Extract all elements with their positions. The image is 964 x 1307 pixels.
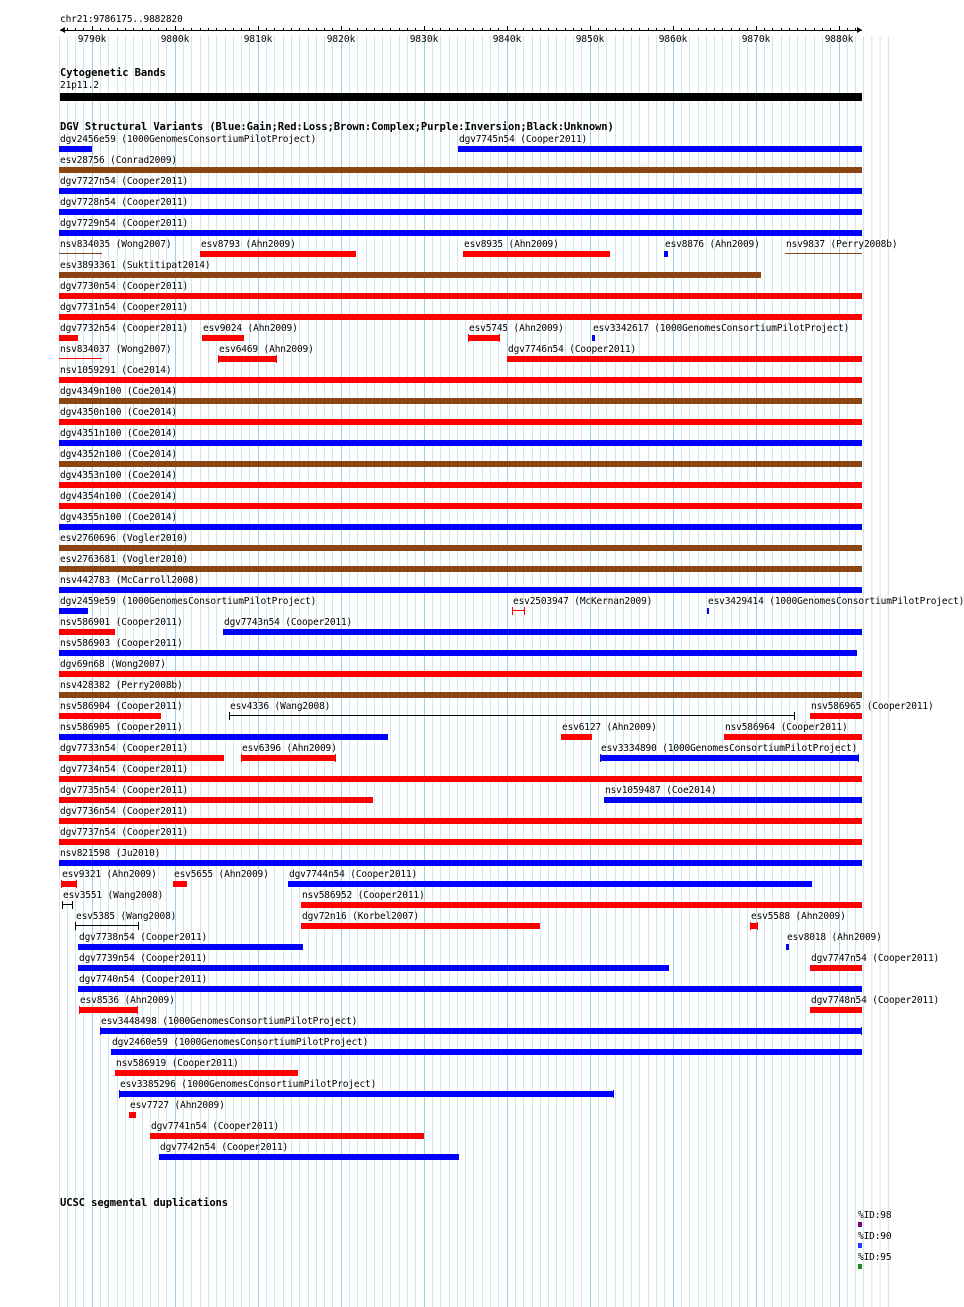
ruler-minor-tick	[822, 28, 823, 30]
variant-label: esv8018 (Ahn2009)	[787, 932, 882, 943]
ruler-minor-tick	[415, 28, 416, 30]
variant-label: dgv2456e59 (1000GenomesConsortiumPilotProject)	[60, 134, 317, 145]
ruler-major-tick	[839, 26, 840, 31]
ruler-minor-tick	[225, 28, 226, 30]
variant-label: dgv7728n54 (Cooper2011)	[60, 197, 189, 208]
variant-bar[interactable]	[664, 251, 668, 257]
ruler-minor-tick	[399, 28, 400, 30]
variant-end-cap	[79, 1006, 80, 1014]
variant-bar[interactable]	[218, 356, 277, 362]
variant-bar[interactable]	[458, 146, 862, 152]
ruler-minor-tick	[565, 28, 566, 30]
segdup-track-title[interactable]: UCSC segmental duplications	[60, 1197, 228, 1209]
ruler-arrow-left	[60, 27, 65, 33]
variant-bar[interactable]	[600, 755, 859, 761]
variant-label: dgv7733n54 (Cooper2011)	[60, 743, 189, 754]
ruler-tick-label: 9800k	[160, 34, 190, 45]
ruler-major-tick	[590, 26, 591, 31]
variant-label: dgv7731n54 (Cooper2011)	[60, 302, 189, 313]
variant-label: esv8536 (Ahn2009)	[80, 995, 175, 1006]
ruler-major-tick	[175, 26, 176, 31]
variant-bar[interactable]	[301, 923, 540, 929]
ruler-major-tick	[258, 26, 259, 31]
ruler-minor-tick	[532, 28, 533, 30]
ruler-minor-tick	[208, 28, 209, 30]
ruler-minor-tick	[216, 28, 217, 30]
variant-bar[interactable]	[810, 713, 862, 719]
ruler-minor-tick	[631, 28, 632, 30]
cytoband-track-title[interactable]: Cytogenetic Bands	[60, 67, 166, 79]
ruler-minor-tick	[764, 28, 765, 30]
variant-bar[interactable]	[115, 1070, 298, 1076]
variant-bar[interactable]	[59, 755, 224, 761]
variant-label: dgv7737n54 (Cooper2011)	[60, 827, 189, 838]
ruler-tick-label: 9820k	[326, 34, 356, 45]
variant-bar[interactable]	[59, 629, 115, 635]
variant-bar[interactable]	[59, 440, 862, 446]
ruler-minor-tick	[706, 28, 707, 30]
variant-label: esv5745 (Ahn2009)	[469, 323, 564, 334]
variant-label: dgv2460e59 (1000GenomesConsortiumPilotProject)	[112, 1037, 369, 1048]
variant-bar[interactable]	[119, 1091, 614, 1097]
variant-end-cap	[276, 355, 277, 363]
variant-bar[interactable]	[59, 419, 862, 425]
ruler-minor-tick	[382, 28, 383, 30]
variant-label: nsv1059291 (Coe2014)	[60, 365, 172, 376]
ruler-minor-tick	[133, 28, 134, 30]
variant-bar[interactable]	[59, 253, 102, 254]
ruler-minor-tick	[299, 28, 300, 30]
variant-label: dgv7736n54 (Cooper2011)	[60, 806, 189, 817]
variant-label: nsv586904 (Cooper2011)	[60, 701, 183, 712]
variant-bar[interactable]	[78, 944, 303, 950]
variant-bar[interactable]	[159, 1154, 459, 1160]
ruler-minor-tick	[498, 28, 499, 30]
ruler-minor-tick	[797, 28, 798, 30]
variant-label: dgv7727n54 (Cooper2011)	[60, 176, 189, 187]
variant-bar[interactable]	[61, 881, 77, 887]
variant-end-cap	[524, 607, 525, 615]
variant-label: esv9321 (Ahn2009)	[62, 869, 157, 880]
variant-end-cap	[794, 712, 795, 720]
variant-label: dgv7745n54 (Cooper2011)	[459, 134, 588, 145]
variant-end-cap	[229, 712, 230, 720]
variant-label: esv4336 (Wang2008)	[230, 701, 331, 712]
ruler-minor-tick	[739, 28, 740, 30]
ruler-minor-tick	[291, 28, 292, 30]
variant-end-cap	[750, 922, 751, 930]
variant-bar[interactable]	[59, 314, 862, 320]
variant-label: esv6396 (Ahn2009)	[242, 743, 337, 754]
variant-bar[interactable]	[59, 650, 857, 656]
variant-label: dgv7747n54 (Cooper2011)	[811, 953, 940, 964]
variant-label: esv5588 (Ahn2009)	[751, 911, 846, 922]
variant-bar[interactable]	[59, 566, 862, 572]
variant-bar[interactable]	[129, 1112, 136, 1118]
ruler-tick-label: 9790k	[77, 34, 107, 45]
variant-bar[interactable]	[707, 608, 709, 614]
variant-end-cap	[218, 355, 219, 363]
ruler-minor-tick	[772, 28, 773, 30]
ruler-minor-tick	[125, 28, 126, 30]
variant-label: nsv1059487 (Coe2014)	[605, 785, 717, 796]
variant-end-cap	[62, 901, 63, 909]
variant-bar[interactable]	[468, 335, 500, 341]
ruler-tick-label: 9830k	[409, 34, 439, 45]
ruler-minor-tick	[266, 28, 267, 30]
variant-label: dgv7743n54 (Cooper2011)	[224, 617, 353, 628]
variant-bar[interactable]	[59, 482, 862, 488]
variant-label: dgv7732n54 (Cooper2011)	[60, 323, 189, 334]
variant-bar[interactable]	[59, 776, 862, 782]
variant-end-cap	[75, 922, 76, 930]
ruler-minor-tick	[664, 28, 665, 30]
variant-bar[interactable]	[59, 587, 862, 593]
variant-bar[interactable]	[59, 524, 862, 530]
variant-label: nsv9837 (Perry2008b)	[786, 239, 898, 250]
ruler-minor-tick	[158, 28, 159, 30]
variant-label: esv8935 (Ahn2009)	[464, 239, 559, 250]
variant-bar[interactable]	[463, 251, 610, 257]
variant-end-cap	[138, 922, 139, 930]
variant-bar[interactable]	[78, 965, 669, 971]
variant-label: dgv7744n54 (Cooper2011)	[289, 869, 418, 880]
ruler-tick-label: 9850k	[575, 34, 605, 45]
ruler-minor-tick	[722, 28, 723, 30]
variant-label: esv3342617 (1000GenomesConsortiumPilotProject)	[593, 323, 850, 334]
ruler-minor-tick	[648, 28, 649, 30]
ruler-minor-tick	[573, 28, 574, 30]
variant-end-cap	[861, 1027, 862, 1035]
ruler-arrow-right	[857, 27, 862, 33]
ruler-minor-tick	[623, 28, 624, 30]
variant-end-cap	[600, 754, 601, 762]
ruler-minor-tick	[473, 28, 474, 30]
variant-label: dgv4354n100 (Coe2014)	[60, 491, 177, 502]
variant-label: dgv4352n100 (Coe2014)	[60, 449, 177, 460]
variant-end-cap	[72, 901, 73, 909]
variant-label: nsv586905 (Cooper2011)	[60, 722, 183, 733]
variant-bar[interactable]	[59, 209, 862, 215]
ruler-minor-tick	[681, 28, 682, 30]
segdup-legend-swatch	[858, 1243, 862, 1248]
variant-end-cap	[100, 1027, 101, 1035]
ruler-minor-tick	[490, 28, 491, 30]
variant-bar[interactable]	[223, 629, 862, 635]
variant-label: nsv442783 (McCarroll2008)	[60, 575, 200, 586]
variant-label: dgv4355n100 (Coe2014)	[60, 512, 177, 523]
variant-end-cap	[499, 334, 500, 342]
ruler-minor-tick	[332, 28, 333, 30]
ruler-minor-tick	[150, 28, 151, 30]
variant-bar[interactable]	[810, 965, 862, 971]
variant-label: dgv72n16 (Korbel2007)	[302, 911, 419, 922]
ruler-minor-tick	[374, 28, 375, 30]
ruler-minor-tick	[781, 28, 782, 30]
variant-label: esv28756 (Conrad2009)	[60, 155, 177, 166]
ruler-minor-tick	[548, 28, 549, 30]
variant-label: nsv834035 (Wong2007)	[60, 239, 172, 250]
ruler-tick-label: 9880k	[824, 34, 854, 45]
ruler-major-tick	[756, 26, 757, 31]
variant-bar[interactable]	[59, 734, 388, 740]
ruler-minor-tick	[100, 28, 101, 30]
ruler-minor-tick	[457, 28, 458, 30]
variant-label: nsv834037 (Wong2007)	[60, 344, 172, 355]
variant-bar[interactable]	[150, 1133, 424, 1139]
ruler-minor-tick	[814, 28, 815, 30]
ruler-minor-tick	[805, 28, 806, 30]
ruler-minor-tick	[117, 28, 118, 30]
variant-bar[interactable]	[78, 986, 862, 992]
variant-bar[interactable]	[59, 335, 78, 341]
variant-bar[interactable]	[59, 608, 88, 614]
ruler-minor-tick	[789, 28, 790, 30]
variant-end-cap	[76, 880, 77, 888]
variant-bar[interactable]	[507, 356, 862, 362]
ruler-minor-tick	[316, 28, 317, 30]
variant-label: esv5385 (Wang2008)	[76, 911, 177, 922]
variant-label: esv6469 (Ahn2009)	[219, 344, 314, 355]
position-label: chr21:9786175..9882820	[60, 14, 183, 25]
ruler-minor-tick	[183, 28, 184, 30]
variant-label: dgv4350n100 (Coe2014)	[60, 407, 177, 418]
ruler-minor-tick	[390, 28, 391, 30]
ruler-minor-tick	[515, 28, 516, 30]
variant-end-cap	[468, 334, 469, 342]
ruler-minor-tick	[357, 28, 358, 30]
variant-bar[interactable]	[59, 671, 862, 677]
ruler-tick-label: 9860k	[658, 34, 688, 45]
variant-bar[interactable]	[561, 734, 592, 740]
ruler-minor-tick	[639, 28, 640, 30]
ruler-minor-tick	[191, 28, 192, 30]
variant-bar[interactable]	[301, 902, 862, 908]
variant-label: esv8793 (Ahn2009)	[201, 239, 296, 250]
variant-label: esv2760696 (Vogler2010)	[60, 533, 189, 544]
variant-bar[interactable]	[59, 167, 862, 173]
cytoband-label: 21p11.2	[60, 80, 99, 91]
variant-label: esv8876 (Ahn2009)	[665, 239, 760, 250]
variant-label: esv6127 (Ahn2009)	[562, 722, 657, 733]
ruler-minor-tick	[67, 28, 68, 30]
variant-bar[interactable]	[59, 818, 862, 824]
variant-bar[interactable]	[786, 944, 789, 950]
variant-label: nsv586965 (Cooper2011)	[811, 701, 934, 712]
variant-bar[interactable]	[229, 715, 795, 716]
variant-bar[interactable]	[75, 925, 139, 926]
ruler-minor-tick	[855, 28, 856, 30]
variant-bar[interactable]	[59, 230, 862, 236]
ruler-major-tick	[507, 26, 508, 31]
variant-end-cap	[119, 1090, 120, 1098]
ruler-minor-tick	[83, 28, 84, 30]
variant-label: dgv7735n54 (Cooper2011)	[60, 785, 189, 796]
variant-label: dgv4353n100 (Coe2014)	[60, 470, 177, 481]
variant-bar[interactable]	[59, 293, 862, 299]
ruler-minor-tick	[440, 28, 441, 30]
ruler-major-tick	[341, 26, 342, 31]
ruler-minor-tick	[656, 28, 657, 30]
variant-end-cap	[61, 880, 62, 888]
variant-bar[interactable]	[241, 755, 336, 761]
variant-label: dgv7729n54 (Cooper2011)	[60, 218, 189, 229]
variant-label: esv3893361 (Suktitipat2014)	[60, 260, 211, 271]
ruler-minor-tick	[274, 28, 275, 30]
ruler-minor-tick	[324, 28, 325, 30]
segdup-legend-label: %ID:95	[858, 1252, 892, 1263]
variant-bar[interactable]	[59, 272, 761, 278]
ruler-minor-tick	[407, 28, 408, 30]
ruler-minor-tick	[366, 28, 367, 30]
variant-bar[interactable]	[59, 692, 862, 698]
ruler-tick-label: 9840k	[492, 34, 522, 45]
variant-bar[interactable]	[59, 146, 92, 152]
variant-bar[interactable]	[604, 797, 862, 803]
variant-bar[interactable]	[59, 461, 862, 467]
variant-label: esv3448498 (1000GenomesConsortiumPilotProject)	[101, 1016, 358, 1027]
variant-label: esv5655 (Ahn2009)	[174, 869, 269, 880]
variant-bar[interactable]	[592, 335, 595, 341]
variant-label: esv3385296 (1000GenomesConsortiumPilotProject)	[120, 1079, 377, 1090]
ruler-tick-label: 9810k	[243, 34, 273, 45]
ruler-minor-tick	[747, 28, 748, 30]
variant-label: dgv2459e59 (1000GenomesConsortiumPilotProject)	[60, 596, 317, 607]
ruler-minor-tick	[523, 28, 524, 30]
ruler-minor-tick	[233, 28, 234, 30]
variant-label: esv3334890 (1000GenomesConsortiumPilotProject)	[601, 743, 858, 754]
ruler-minor-tick	[449, 28, 450, 30]
variant-end-cap	[512, 607, 513, 615]
variant-label: nsv586919 (Cooper2011)	[116, 1058, 239, 1069]
variant-label: dgv7730n54 (Cooper2011)	[60, 281, 189, 292]
variant-bar[interactable]	[59, 503, 862, 509]
variant-end-cap	[858, 754, 859, 762]
variant-label: nsv428382 (Perry2008b)	[60, 680, 183, 691]
ruler-minor-tick	[556, 28, 557, 30]
variant-bar[interactable]	[59, 545, 862, 551]
segdup-legend-label: %ID:90	[858, 1231, 892, 1242]
variant-bar[interactable]	[202, 335, 244, 341]
variant-bar[interactable]	[100, 1028, 862, 1034]
ruler-minor-tick	[830, 28, 831, 30]
ruler-minor-tick	[108, 28, 109, 30]
variant-label: nsv586901 (Cooper2011)	[60, 617, 183, 628]
variant-label: dgv7742n54 (Cooper2011)	[160, 1142, 289, 1153]
ruler-minor-tick	[482, 28, 483, 30]
ruler-axis	[60, 30, 862, 31]
variant-label: dgv7739n54 (Cooper2011)	[79, 953, 208, 964]
ruler-minor-tick	[606, 28, 607, 30]
variant-label: dgv7748n54 (Cooper2011)	[811, 995, 940, 1006]
variant-label: esv9024 (Ahn2009)	[203, 323, 298, 334]
variant-label: nsv586903 (Cooper2011)	[60, 638, 183, 649]
ruler-major-tick	[92, 26, 93, 31]
variant-bar[interactable]	[59, 377, 862, 383]
ruler-minor-tick	[349, 28, 350, 30]
variant-label: esv7727 (Ahn2009)	[130, 1100, 225, 1111]
ruler-minor-tick	[249, 28, 250, 30]
variant-bar[interactable]	[810, 1007, 862, 1013]
variant-bar[interactable]	[111, 1049, 862, 1055]
ruler-minor-tick	[308, 28, 309, 30]
ruler-minor-tick	[75, 28, 76, 30]
variant-label: esv2763681 (Vogler2010)	[60, 554, 189, 565]
ruler-minor-tick	[241, 28, 242, 30]
cytoband-bar[interactable]	[60, 93, 862, 101]
ruler-tick-label: 9870k	[741, 34, 771, 45]
ruler-minor-tick	[689, 28, 690, 30]
variant-bar[interactable]	[59, 839, 862, 845]
variant-bar[interactable]	[59, 797, 373, 803]
variant-bar[interactable]	[724, 734, 862, 740]
segdup-legend-swatch	[858, 1264, 862, 1269]
variant-label: dgv7746n54 (Cooper2011)	[508, 344, 637, 355]
variant-bar[interactable]	[59, 713, 161, 719]
ruler-minor-tick	[432, 28, 433, 30]
ruler-minor-tick	[283, 28, 284, 30]
ruler-minor-tick	[598, 28, 599, 30]
segdup-legend-label: %ID:98	[858, 1210, 892, 1221]
ruler-minor-tick	[731, 28, 732, 30]
ruler-minor-tick	[166, 28, 167, 30]
ruler-minor-tick	[714, 28, 715, 30]
variant-bar[interactable]	[59, 358, 102, 359]
ruler-minor-tick	[698, 28, 699, 30]
dgv-track-title[interactable]: DGV Structural Variants (Blue:Gain;Red:Loss;Brown:Complex;Purple:Inversion;Black:Unknown)	[60, 121, 614, 133]
variant-bar[interactable]	[785, 253, 862, 254]
variant-bar[interactable]	[173, 881, 187, 887]
segdup-legend-swatch	[858, 1222, 862, 1227]
ruler-minor-tick	[615, 28, 616, 30]
variant-label: nsv586952 (Cooper2011)	[302, 890, 425, 901]
variant-bar[interactable]	[288, 881, 812, 887]
ruler-minor-tick	[465, 28, 466, 30]
variant-label: dgv7734n54 (Cooper2011)	[60, 764, 189, 775]
variant-label: esv3429414 (1000GenomesConsortiumPilotProject)	[708, 596, 964, 607]
ruler-minor-tick	[581, 28, 582, 30]
variant-bar[interactable]	[59, 398, 862, 404]
variant-label: dgv4349n100 (Coe2014)	[60, 386, 177, 397]
variant-bar[interactable]	[59, 188, 862, 194]
variant-label: esv3551 (Wang2008)	[63, 890, 164, 901]
variant-label: esv2503947 (McKernan2009)	[513, 596, 653, 607]
variant-bar[interactable]	[59, 860, 862, 866]
variant-label: dgv4351n100 (Coe2014)	[60, 428, 177, 439]
variant-label: nsv586964 (Cooper2011)	[725, 722, 848, 733]
ruler-minor-tick	[540, 28, 541, 30]
variant-end-cap	[335, 754, 336, 762]
variant-label: dgv7741n54 (Cooper2011)	[151, 1121, 280, 1132]
variant-end-cap	[757, 922, 758, 930]
variant-label: dgv69n68 (Wong2007)	[60, 659, 166, 670]
variant-label: dgv7740n54 (Cooper2011)	[79, 974, 208, 985]
variant-end-cap	[137, 1006, 138, 1014]
ruler-major-tick	[673, 26, 674, 31]
variant-bar[interactable]	[79, 1007, 138, 1013]
variant-end-cap	[241, 754, 242, 762]
variant-bar[interactable]	[200, 251, 356, 257]
variant-label: dgv7738n54 (Cooper2011)	[79, 932, 208, 943]
ruler-major-tick	[424, 26, 425, 31]
ruler-minor-tick	[142, 28, 143, 30]
ruler-minor-tick	[200, 28, 201, 30]
ruler-minor-tick	[847, 28, 848, 30]
variant-label: nsv821598 (Ju2010)	[60, 848, 161, 859]
variant-end-cap	[613, 1090, 614, 1098]
